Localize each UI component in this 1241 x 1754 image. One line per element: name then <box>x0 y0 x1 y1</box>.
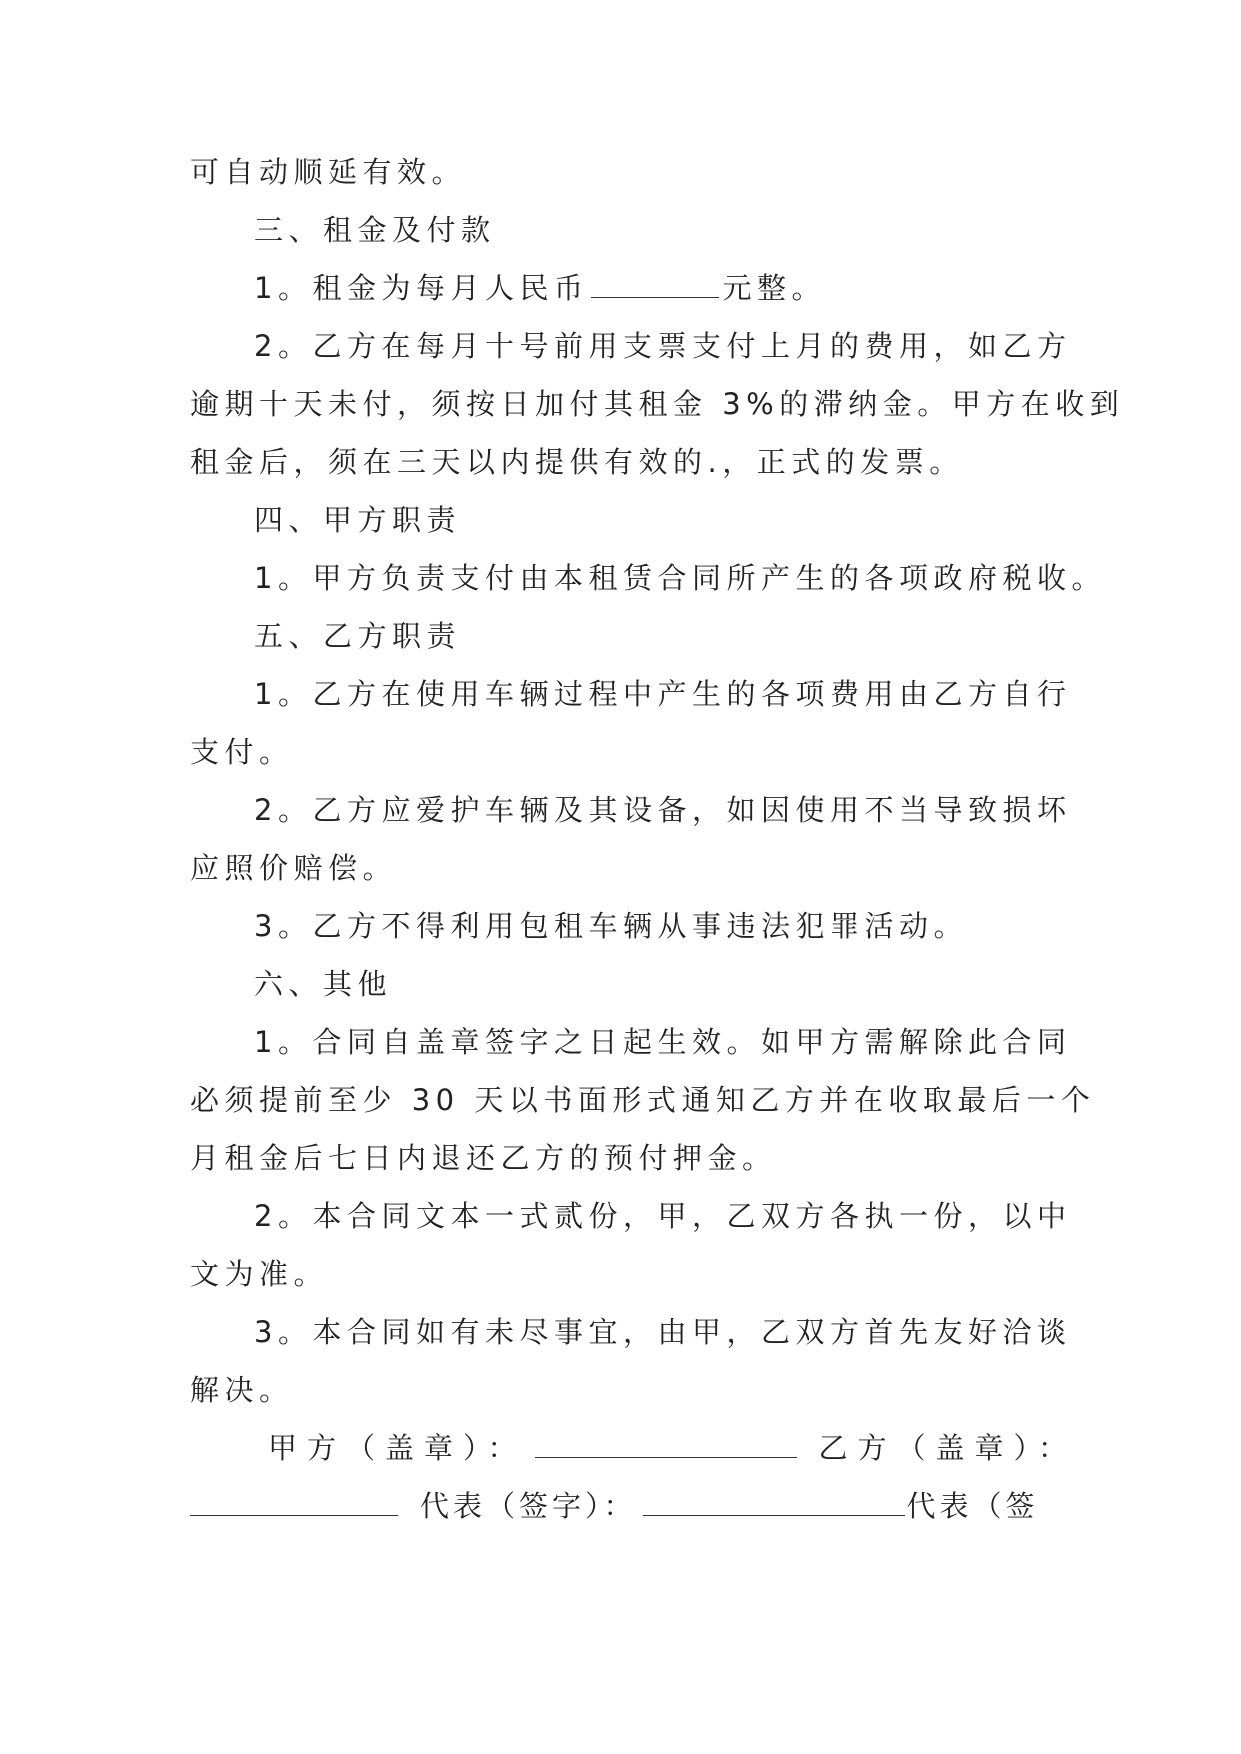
rent-amount-blank <box>591 291 719 298</box>
signature-row-1 <box>268 1428 1077 1468</box>
paragraph-line: 1。乙方在使用车辆过程中产生的各项费用由乙方自行 <box>254 677 1072 711</box>
party-b-seal-label: 乙方（盖章）： <box>818 1431 1078 1465</box>
paragraph-line: 1。合同自盖章签字之日起生效。如甲方需解除此合同 <box>254 1025 1072 1059</box>
section-heading: 六、其他 <box>254 967 393 1001</box>
party-a-rep-blank <box>643 1509 905 1516</box>
paragraph-line: 应照价赔偿。 <box>190 851 398 885</box>
party-a-rep-label: 代表（签字）： <box>420 1489 637 1523</box>
paragraph-line: 3。乙方不得利用包租车辆从事违法犯罪活动。 <box>254 909 968 943</box>
section-heading: 五、乙方职责 <box>254 619 462 653</box>
rent-unit-text: 元整。 <box>722 271 826 305</box>
paragraph-line: 逾期十天未付，须按日加付其租金 3%的滞纳金。甲方在收到 <box>190 387 1125 421</box>
section-heading: 四、甲方职责 <box>254 503 462 537</box>
paragraph-line: 2。乙方在每月十号前用支票支付上月的费用，如乙方 <box>254 329 1072 363</box>
paragraph-line: 月租金后七日内退还乙方的预付押金。 <box>190 1141 777 1175</box>
paragraph-line: 2。本合同文本一式贰份，甲，乙双方各执一份，以中 <box>254 1199 1072 1233</box>
party-b-seal-blank <box>190 1509 398 1516</box>
party-a-seal-blank <box>535 1451 797 1458</box>
paragraph-line: 解决。 <box>190 1373 294 1407</box>
section-heading: 三、租金及付款 <box>254 213 496 247</box>
paragraph-line: 可自动顺延有效。 <box>190 155 467 189</box>
party-b-rep-label: 代表（签 <box>906 1489 1039 1523</box>
paragraph-line: 2。乙方应爱护车辆及其设备，如因使用不当导致损坏 <box>254 793 1072 827</box>
paragraph-line: 租金后，须在三天以内提供有效的.，正式的发票。 <box>190 445 964 479</box>
paragraph-line: 必须提前至少 30 天以书面形式通知乙方并在收取最后一个 <box>190 1083 1096 1117</box>
rent-text: 1。租金为每月人民币 <box>254 271 589 305</box>
paragraph-line <box>254 268 1124 308</box>
paragraph-line: 文为准。 <box>190 1257 329 1291</box>
party-a-seal-label: 甲方（盖章）： <box>268 1431 527 1465</box>
signature-row-2 <box>190 1486 1039 1526</box>
paragraph-line: 3。本合同如有未尽事宜，由甲，乙双方首先友好洽谈 <box>254 1315 1072 1349</box>
paragraph-line: 1。甲方负责支付由本租赁合同所产生的各项政府税收。 <box>254 561 1106 595</box>
paragraph-line: 支付。 <box>190 735 294 769</box>
